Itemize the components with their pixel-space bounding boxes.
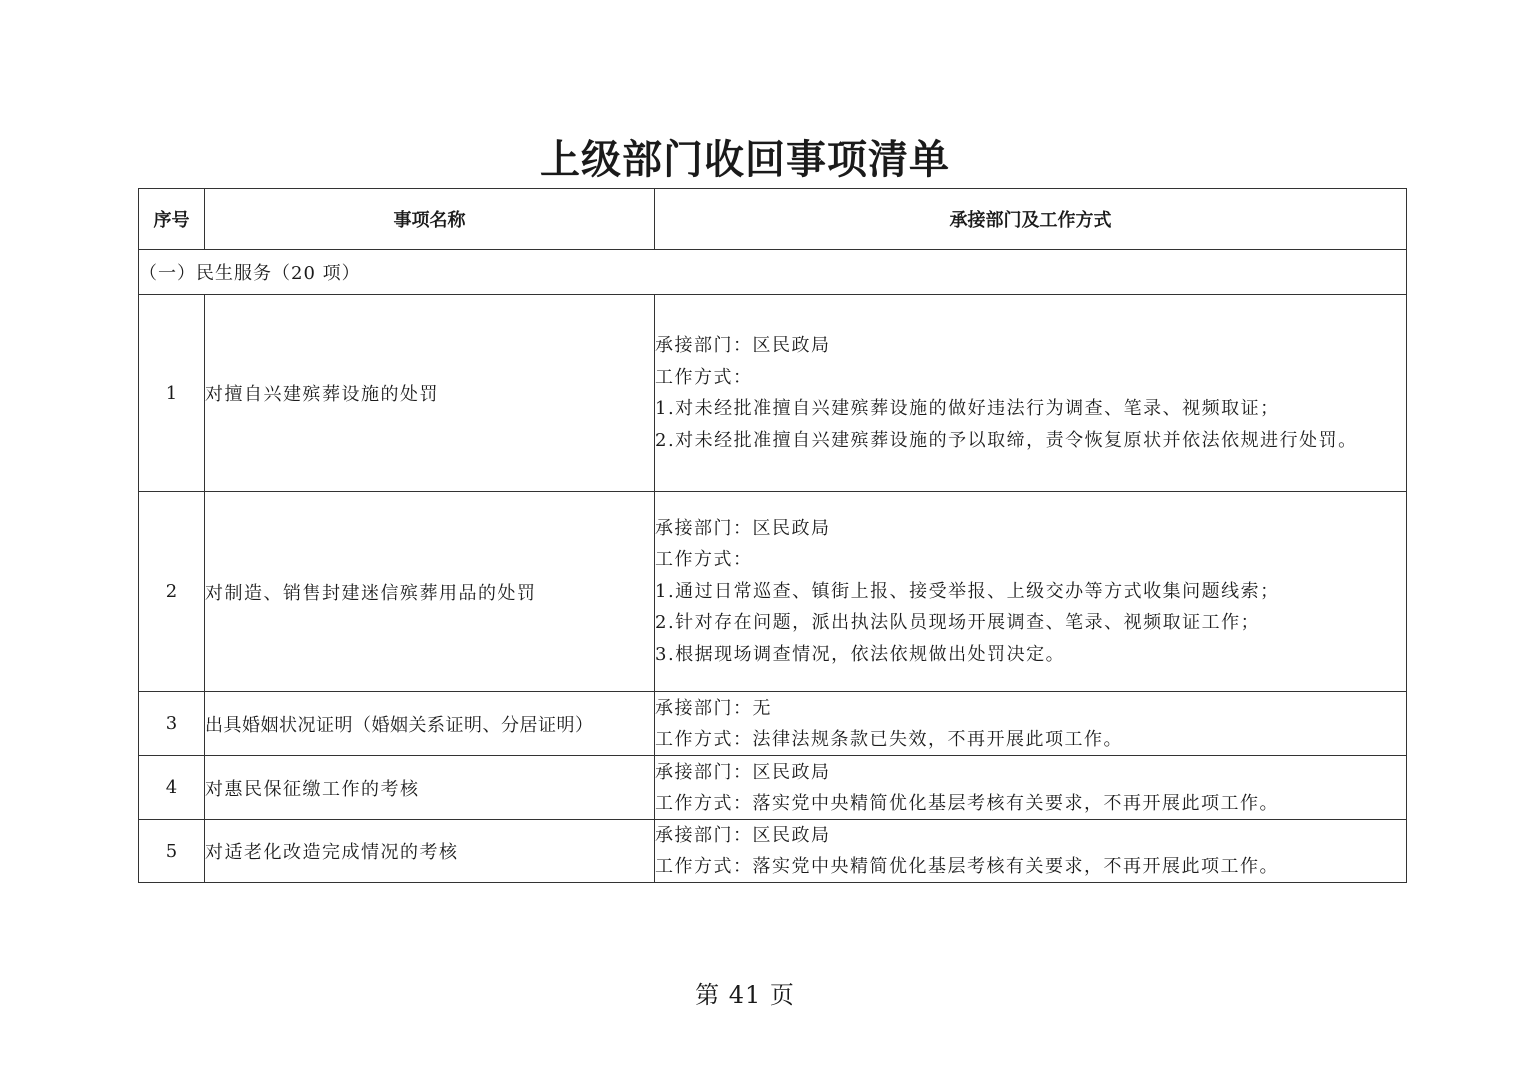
- method-line: 工作方式：法律法规条款已失效，不再开展此项工作。: [655, 728, 1123, 750]
- method-label: 工作方式：: [655, 549, 753, 571]
- item-name: 出具婚姻状况证明（婚姻关系证明、分居证明）: [205, 692, 655, 756]
- table-row: [139, 820, 1407, 883]
- header-index: 序号: [139, 189, 205, 250]
- department-line: 承接部门：区民政局: [655, 517, 831, 539]
- row-number: 2: [139, 492, 205, 692]
- method-item: 1.通过日常巡查、镇街上报、接受举报、上级交办等方式收集问题线索；: [655, 580, 1280, 602]
- department-line: 承接部门：区民政局: [655, 761, 831, 783]
- row-number: 4: [139, 756, 205, 820]
- department-method-cell: [655, 756, 1407, 820]
- table-row: [139, 692, 1407, 756]
- row-number: 1: [139, 295, 205, 492]
- method-item: 3.根据现场调查情况，依法依规做出处罚决定。: [655, 643, 1066, 665]
- department-method-cell: [655, 492, 1407, 692]
- method-item: 2.对未经批准擅自兴建殡葬设施的予以取缔，责令恢复原状并依法依规进行处罚。: [655, 429, 1358, 451]
- method-line: 工作方式：落实党中央精简优化基层考核有关要求，不再开展此项工作。: [655, 856, 1279, 877]
- table-row: [139, 756, 1407, 820]
- item-name: 对擅自兴建殡葬设施的处罚: [205, 295, 655, 492]
- item-name: 对适老化改造完成情况的考核: [205, 820, 655, 883]
- department-line: 承接部门：无: [655, 697, 772, 719]
- method-item: 2.针对存在问题，派出执法队员现场开展调查、笔录、视频取证工作；: [655, 612, 1261, 634]
- method-item: 1.对未经批准擅自兴建殡葬设施的做好违法行为调查、笔录、视频取证；: [655, 398, 1280, 419]
- category-label: （一）民生服务（20 项）: [139, 250, 1407, 295]
- department-method-cell: [655, 820, 1407, 883]
- header-department-method: 承接部门及工作方式: [655, 189, 1407, 250]
- department-line: 承接部门：区民政局: [655, 335, 831, 356]
- row-number: 5: [139, 820, 205, 883]
- method-line: 工作方式：落实党中央精简优化基层考核有关要求，不再开展此项工作。: [655, 792, 1279, 814]
- method-label: 工作方式：: [655, 366, 753, 388]
- table-row: [139, 295, 1407, 492]
- row-number: 3: [139, 692, 205, 756]
- table-header-row: [139, 189, 1407, 250]
- page-title: 上级部门收回事项清单: [540, 136, 950, 183]
- item-name: 对惠民保征缴工作的考核: [205, 756, 655, 820]
- table-row: [139, 492, 1407, 692]
- header-item-name: 事项名称: [205, 189, 655, 250]
- department-line: 承接部门：区民政局: [655, 825, 831, 846]
- page-number: 第 41 页: [695, 981, 795, 1009]
- department-method-cell: [655, 692, 1407, 756]
- items-table: [138, 188, 1407, 883]
- item-name: 对制造、销售封建迷信殡葬用品的处罚: [205, 492, 655, 692]
- department-method-cell: [655, 295, 1407, 492]
- category-row: [139, 250, 1407, 295]
